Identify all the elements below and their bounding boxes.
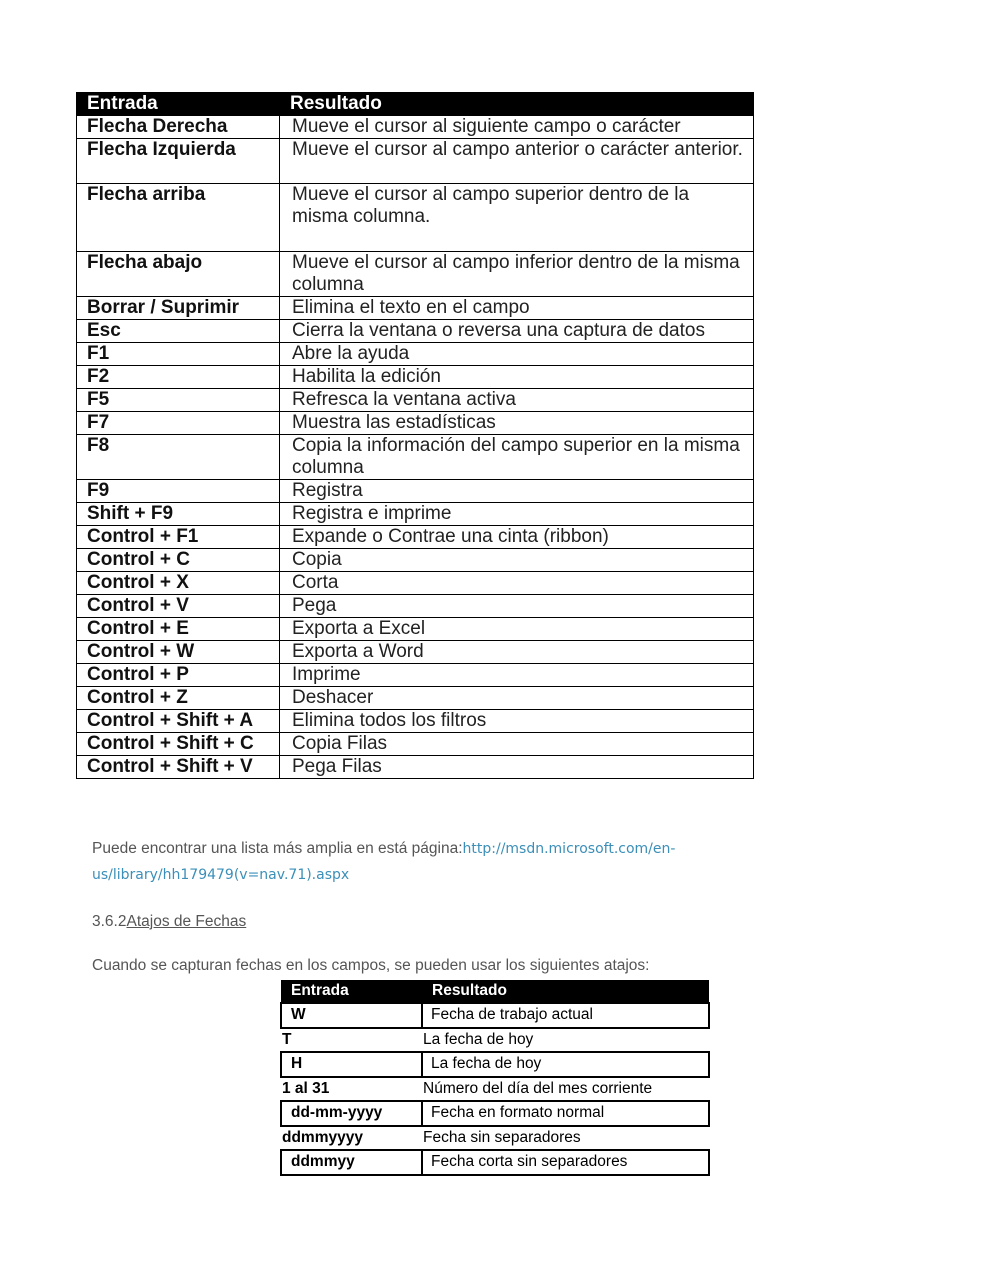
msdn-link-line2: us/library/hh179479(v=nav.71).aspx xyxy=(92,867,350,883)
date-result: Fecha corta sin separadores xyxy=(422,1150,709,1175)
shortcut-result: Registra e imprime xyxy=(280,503,754,526)
shortcut-result: Mueve el cursor al campo superior dentro de la misma columna. xyxy=(280,184,754,252)
shortcut-key: Control + Shift + A xyxy=(77,710,280,733)
shortcut-result: Copia Filas xyxy=(280,733,754,756)
table-row xyxy=(77,572,754,595)
date-key: H xyxy=(281,1052,422,1077)
shortcut-key: Control + C xyxy=(77,549,280,572)
table-row xyxy=(77,366,754,389)
shortcut-key: Borrar / Suprimir xyxy=(77,297,280,320)
shortcut-key: Control + P xyxy=(77,664,280,687)
date-result: Fecha en formato normal xyxy=(422,1101,709,1126)
shortcut-key: F1 xyxy=(77,343,280,366)
shortcut-key: Control + Shift + V xyxy=(77,756,280,779)
section-heading xyxy=(92,911,246,933)
header-result: Resultado xyxy=(280,93,754,116)
table-row xyxy=(77,687,754,710)
shortcut-result: Elimina el texto en el campo xyxy=(280,297,754,320)
table-row xyxy=(77,503,754,526)
table-row xyxy=(77,480,754,503)
table-row xyxy=(77,641,754,664)
header-input: Entrada xyxy=(281,980,422,1003)
shortcut-key: Control + F1 xyxy=(77,526,280,549)
shortcut-key: Flecha arriba xyxy=(77,184,280,252)
shortcut-key: Control + E xyxy=(77,618,280,641)
more-info-paragraph xyxy=(92,836,732,888)
table-row xyxy=(77,297,754,320)
table-row xyxy=(77,389,754,412)
shortcut-key: Shift + F9 xyxy=(77,503,280,526)
shortcut-result: Muestra las estadísticas xyxy=(280,412,754,435)
shortcut-key: Control + W xyxy=(77,641,280,664)
date-key: W xyxy=(281,1003,422,1028)
date-result: La fecha de hoy xyxy=(423,1030,534,1048)
shortcut-result: Exporta a Word xyxy=(280,641,754,664)
shortcut-result: Expande o Contrae una cinta (ribbon) xyxy=(280,526,754,549)
shortcut-key: F7 xyxy=(77,412,280,435)
shortcut-result: Copia xyxy=(280,549,754,572)
shortcut-key: F5 xyxy=(77,389,280,412)
table-row xyxy=(77,526,754,549)
date-key: dd-mm-yyyy xyxy=(281,1101,422,1126)
section-title: Atajos de Fechas xyxy=(126,913,247,930)
table-row xyxy=(77,618,754,641)
date-key: T xyxy=(282,1030,292,1048)
table-row xyxy=(281,1003,709,1028)
shortcut-result: Pega Filas xyxy=(280,756,754,779)
shortcut-key: F2 xyxy=(77,366,280,389)
table-row xyxy=(77,756,754,779)
shortcut-result: Corta xyxy=(280,572,754,595)
shortcut-key: Control + Z xyxy=(77,687,280,710)
date-result: Fecha de trabajo actual xyxy=(422,1003,709,1028)
shortcut-result: Deshacer xyxy=(280,687,754,710)
table-header-row xyxy=(281,980,709,1003)
shortcut-result: Mueve el cursor al siguiente campo o carácter xyxy=(280,116,754,139)
table-row xyxy=(281,1126,709,1151)
date-key: ddmmyyyy xyxy=(282,1128,363,1146)
table-row xyxy=(77,343,754,366)
date-key: ddmmyy xyxy=(281,1150,422,1175)
table-row xyxy=(77,139,754,184)
shortcut-key: Control + V xyxy=(77,595,280,618)
dates-intro: Cuando se capturan fechas en los campos, se pueden usar los siguientes atajos: xyxy=(92,957,650,974)
date-result: La fecha de hoy xyxy=(422,1052,709,1077)
table-row xyxy=(281,1028,709,1053)
date-result: Fecha sin separadores xyxy=(423,1128,581,1146)
header-input: Entrada xyxy=(77,93,280,116)
shortcut-key: Esc xyxy=(77,320,280,343)
msdn-link-line1: http://msdn.microsoft.com/en- xyxy=(462,841,676,857)
table-row xyxy=(77,320,754,343)
shortcut-result: Elimina todos los filtros xyxy=(280,710,754,733)
shortcut-key: Flecha abajo xyxy=(77,252,280,297)
table-row xyxy=(281,1101,709,1126)
shortcut-result: Mueve el cursor al campo inferior dentro de la misma columna xyxy=(280,252,754,297)
shortcut-key: Flecha Izquierda xyxy=(77,139,280,184)
shortcut-key: Control + Shift + C xyxy=(77,733,280,756)
table-row xyxy=(281,1052,709,1077)
shortcut-result: Exporta a Excel xyxy=(280,618,754,641)
shortcut-result: Registra xyxy=(280,480,754,503)
shortcut-result: Habilita la edición xyxy=(280,366,754,389)
date-key: 1 al 31 xyxy=(282,1079,330,1097)
shortcut-result: Refresca la ventana activa xyxy=(280,389,754,412)
shortcut-result: Copia la información del campo superior en la misma columna xyxy=(280,435,754,480)
shortcut-result: Mueve el cursor al campo anterior o carácter anterior. xyxy=(280,139,754,184)
shortcut-result: Imprime xyxy=(280,664,754,687)
table-header-row xyxy=(77,93,754,116)
section-number: 3.6.2 xyxy=(92,913,127,930)
table-row xyxy=(77,116,754,139)
date-shortcuts-table xyxy=(280,980,710,1176)
table-row xyxy=(77,252,754,297)
shortcut-key: F9 xyxy=(77,480,280,503)
shortcut-key: F8 xyxy=(77,435,280,480)
table-row xyxy=(281,1077,709,1102)
table-row xyxy=(77,412,754,435)
shortcut-result: Cierra la ventana o reversa una captura de datos xyxy=(280,320,754,343)
table-row xyxy=(77,733,754,756)
table-row xyxy=(77,435,754,480)
shortcut-result: Pega xyxy=(280,595,754,618)
shortcut-result: Abre la ayuda xyxy=(280,343,754,366)
more-info-text: Puede encontrar una lista más amplia en está página: xyxy=(92,840,463,857)
table-row xyxy=(77,664,754,687)
keyboard-shortcuts-table xyxy=(76,92,754,779)
table-row xyxy=(281,1150,709,1175)
header-result: Resultado xyxy=(422,980,709,1003)
table-row xyxy=(77,184,754,252)
date-result: Número del día del mes corriente xyxy=(423,1079,653,1097)
table-row xyxy=(77,710,754,733)
table-row xyxy=(77,549,754,572)
shortcut-key: Control + X xyxy=(77,572,280,595)
table-row xyxy=(77,595,754,618)
shortcut-key: Flecha Derecha xyxy=(77,116,280,139)
